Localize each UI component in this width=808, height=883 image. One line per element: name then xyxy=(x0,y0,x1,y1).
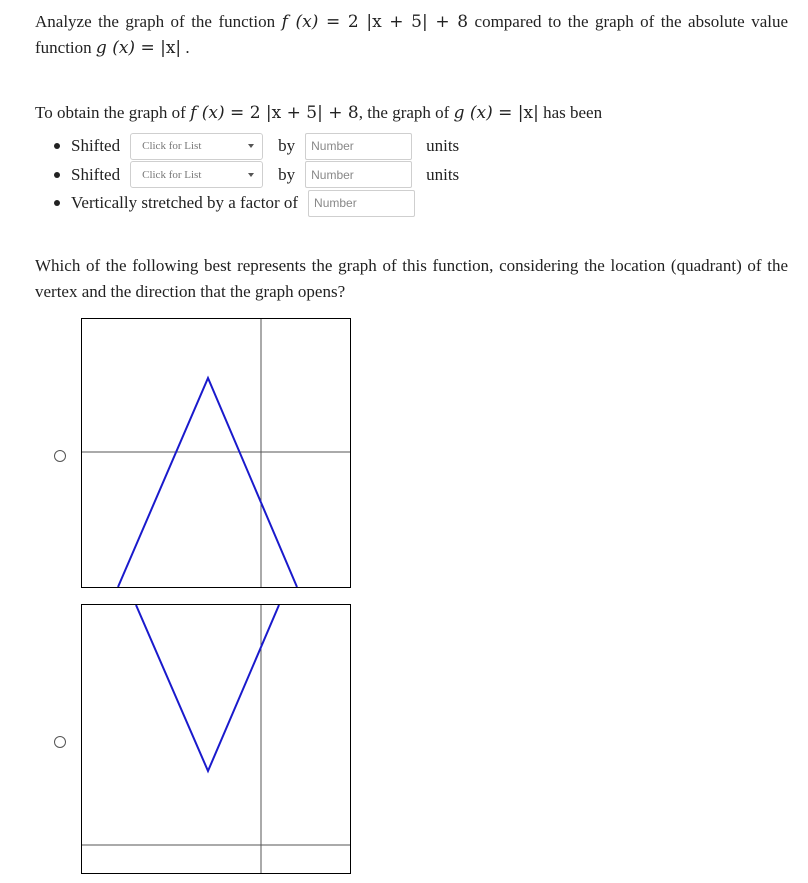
option-a-graph xyxy=(81,318,351,588)
graph-question-text: Which of the following best represents the graph of this function, considering the location (quadrant) of the vertex and the direction that the graph opens? xyxy=(35,256,788,301)
stretch-factor-input[interactable] xyxy=(308,190,415,217)
shift-amount-input-1[interactable] xyxy=(305,133,412,160)
f-function-expression: f (x) = 2 |x + 5| + 8 xyxy=(281,12,469,32)
g-function-expression: g (x) = |x| xyxy=(95,38,182,58)
option-a-radio[interactable] xyxy=(54,450,66,462)
bullet-dot xyxy=(54,143,60,149)
transform-list xyxy=(52,132,459,218)
graph-line xyxy=(136,605,279,771)
question-text: Analyze the graph of the function f (x) = 2 |x + 5| + 8 compared to the graph of the absolute value function g (x) = |x| . xyxy=(35,12,789,58)
option-b-graph-svg xyxy=(82,605,350,873)
shift-amount-input-2[interactable] xyxy=(305,161,412,188)
shift-direction-select-2[interactable]: Click for List xyxy=(130,161,263,188)
bullet-dot xyxy=(54,200,60,206)
dropdown-caret-icon xyxy=(248,144,254,148)
graph-line xyxy=(118,378,297,587)
shift-item-1: Shifted Click for List by Number units xyxy=(52,132,459,161)
option-a-graph-svg xyxy=(82,319,350,587)
shift-direction-select-1[interactable]: Click for List xyxy=(130,133,263,160)
option-b-graph xyxy=(81,604,351,874)
shift-item-2: Shifted Click for List by Number units xyxy=(52,161,459,190)
bullet-dot xyxy=(54,172,60,178)
stretch-item: Vertically stretched by a factor of Number xyxy=(52,189,459,218)
dropdown-caret-icon xyxy=(248,173,254,177)
transform-intro: To obtain the graph of f (x) = 2 |x + 5| + 8, the graph of g (x) = |x| has been xyxy=(35,103,603,123)
option-b-radio[interactable] xyxy=(54,736,66,748)
